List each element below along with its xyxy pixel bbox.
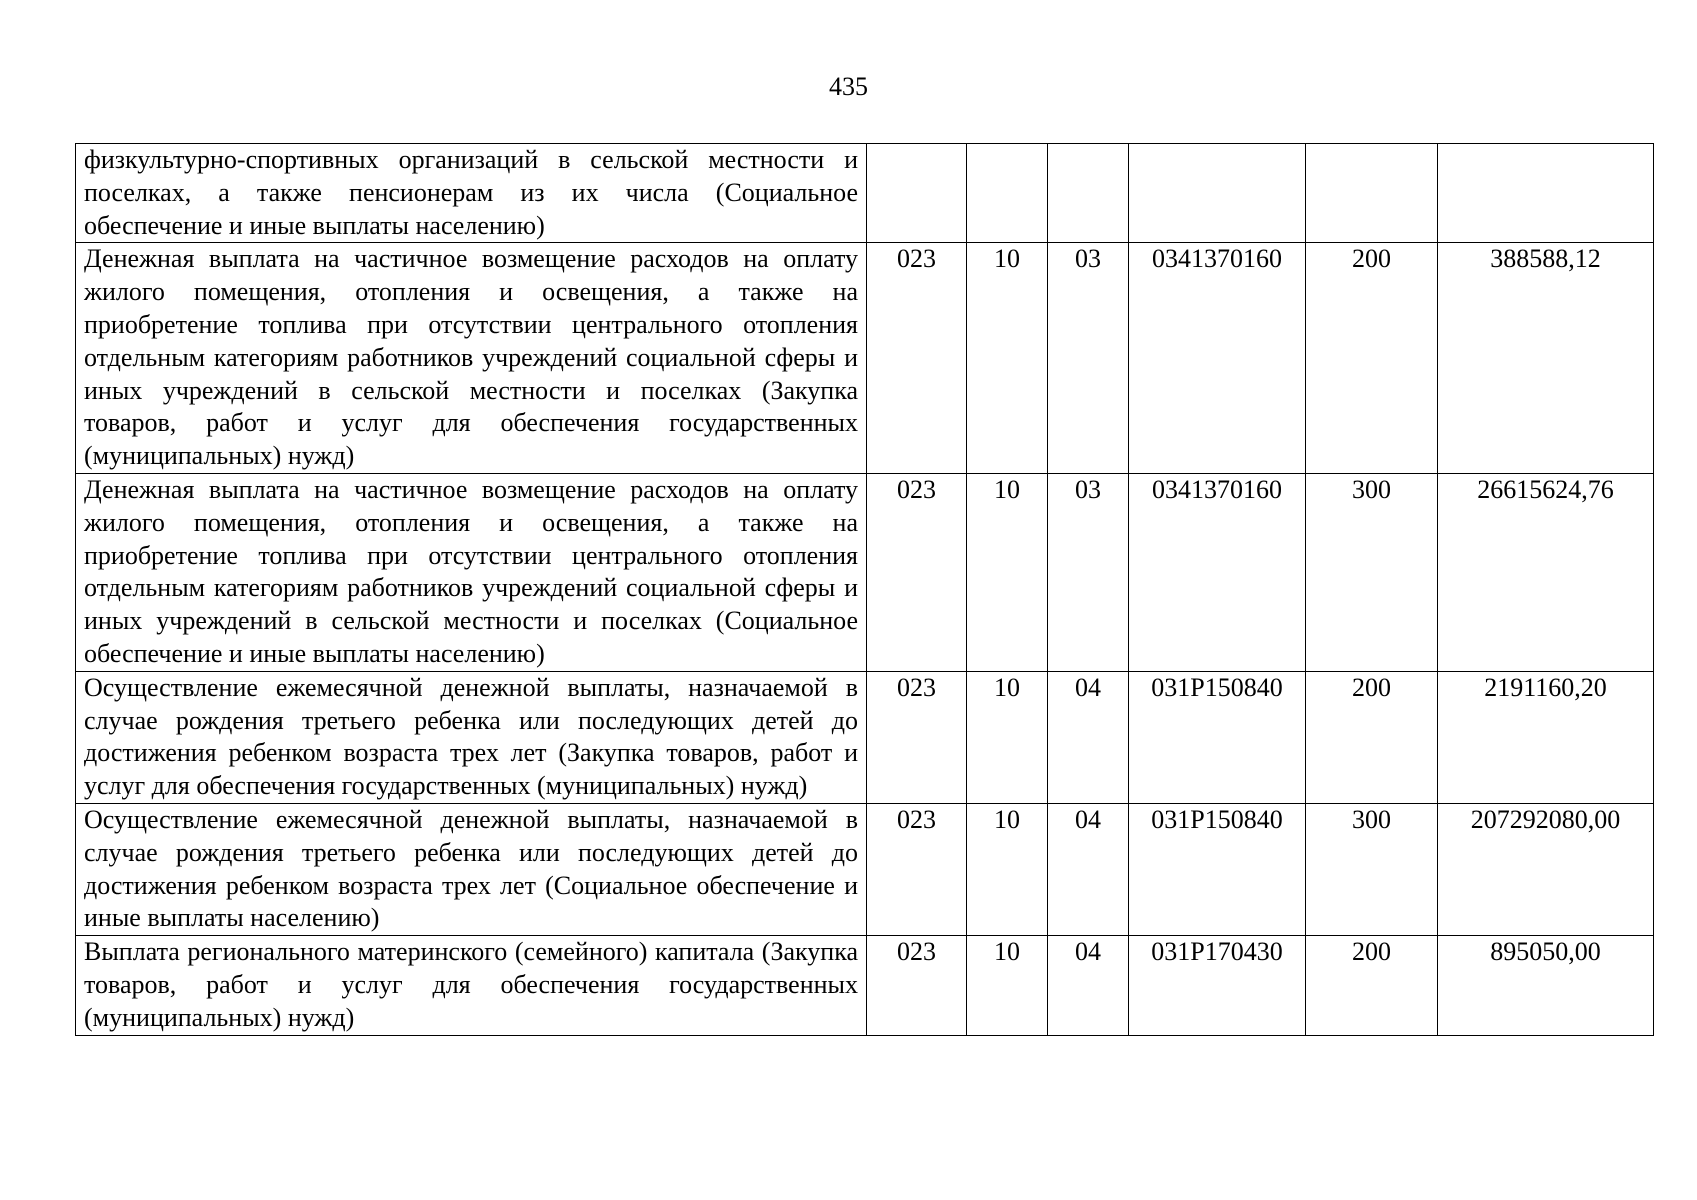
row-grbs-code: [867, 144, 967, 243]
row-description: Денежная выплата на частичное возмещение расходов на оплату жилого помещения, отопления и освещения, а также на приобретение топлива при отсутствии центрального отопления отдельным категориям работников учреждений социальной сферы и иных учреждений в сельской местности и поселках (Социальное обеспечение и иные выплаты населению): [76, 473, 867, 671]
row-description: Осуществление ежемесячной денежной выплаты, назначаемой в случае рождения третьего ребенка или последующих детей до достижения ребенком возраста трех лет (Закупка товаров, работ и услуг для обеспечения государственных (муниципальных) нужд): [76, 671, 867, 803]
table-row: [76, 144, 1654, 243]
row-amount: 26615624,76: [1438, 473, 1654, 671]
row-section-code: 10: [967, 936, 1048, 1035]
row-target-article-code: 031P150840: [1129, 671, 1306, 803]
row-grbs-code: 023: [867, 671, 967, 803]
row-expense-type-code: 200: [1306, 243, 1438, 474]
row-target-article-code: 0341370160: [1129, 473, 1306, 671]
row-amount: [1438, 144, 1654, 243]
row-target-article-code: 0341370160: [1129, 243, 1306, 474]
table-row: [76, 243, 1654, 474]
row-grbs-code: 023: [867, 473, 967, 671]
row-amount: 388588,12: [1438, 243, 1654, 474]
row-target-article-code: 031P170430: [1129, 936, 1306, 1035]
row-target-article-code: [1129, 144, 1306, 243]
row-amount: 2191160,20: [1438, 671, 1654, 803]
row-section-code: 10: [967, 803, 1048, 935]
row-expense-type-code: 200: [1306, 936, 1438, 1035]
row-description: физкультурно-спортивных организаций в сельской местности и поселках, а также пенсионерам из их числа (Социальное обеспечение и иные выплаты населению): [76, 144, 867, 243]
row-subsection-code: 03: [1048, 473, 1129, 671]
row-section-code: 10: [967, 243, 1048, 474]
page-number: 435: [829, 72, 868, 101]
row-amount: 895050,00: [1438, 936, 1654, 1035]
row-expense-type-code: 300: [1306, 473, 1438, 671]
row-expense-type-code: [1306, 144, 1438, 243]
row-subsection-code: 04: [1048, 803, 1129, 935]
table-row: [76, 671, 1654, 803]
row-target-article-code: 031P150840: [1129, 803, 1306, 935]
row-subsection-code: 04: [1048, 936, 1129, 1035]
row-subsection-code: [1048, 144, 1129, 243]
row-description: Выплата регионального материнского (семейного) капитала (Закупка товаров, работ и услуг для обеспечения государственных (муниципальных) нужд): [76, 936, 867, 1035]
row-subsection-code: 04: [1048, 671, 1129, 803]
table-row: [76, 936, 1654, 1035]
row-section-code: 10: [967, 473, 1048, 671]
row-expense-type-code: 300: [1306, 803, 1438, 935]
budget-table: [75, 143, 1654, 1036]
row-grbs-code: 023: [867, 803, 967, 935]
table-row: [76, 803, 1654, 935]
row-description: Осуществление ежемесячной денежной выплаты, назначаемой в случае рождения третьего ребенка или последующих детей до достижения ребенком возраста трех лет (Социальное обеспечение и иные выплаты населению): [76, 803, 867, 935]
row-expense-type-code: 200: [1306, 671, 1438, 803]
row-amount: 207292080,00: [1438, 803, 1654, 935]
row-section-code: 10: [967, 671, 1048, 803]
row-description: Денежная выплата на частичное возмещение расходов на оплату жилого помещения, отопления и освещения, а также на приобретение топлива при отсутствии центрального отопления отдельным категориям работников учреждений социальной сферы и иных учреждений в сельской местности и поселках (Закупка товаров, работ и услуг для обеспечения государственных (муниципальных) нужд): [76, 243, 867, 474]
row-grbs-code: 023: [867, 243, 967, 474]
row-subsection-code: 03: [1048, 243, 1129, 474]
table-row: [76, 473, 1654, 671]
row-section-code: [967, 144, 1048, 243]
row-grbs-code: 023: [867, 936, 967, 1035]
